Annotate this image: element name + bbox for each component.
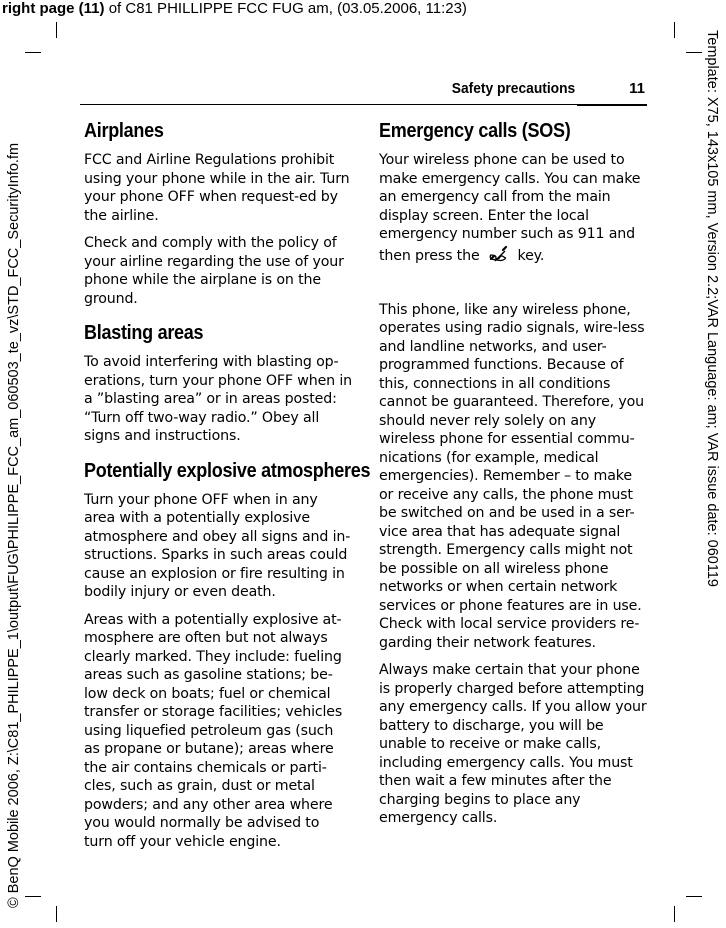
crop-mark-tr-v (674, 22, 675, 38)
explosive-paragraph-2: Areas with a potentially explosive at-mosphere are often but not always clearly marked. They include: fueling areas such as gasoline stations; be-low deck on boats; fuel or chemical transfer or storage facilities; vehicles using liquefied petroleum gas (such as propane or butane); areas where the air contains chemicals or parti-cles, such as grain, dust or metal powders; and any other area where you would normally be advised to turn off your vehicle engine. (84, 611, 343, 850)
blasting-heading: Blasting areas (84, 322, 204, 344)
phone-handset-icon (484, 244, 514, 266)
emergency-heading: Emergency calls (SOS) (379, 120, 571, 142)
section-title: Safety precautions (451, 80, 575, 97)
airplanes-paragraph-1: FCC and Airline Regulations prohibit using your phone while in the air. Turn your phone OFF when request-ed by the airline. (84, 152, 350, 224)
blasting-paragraph-1: To avoid interfering with blasting op-erations, turn your phone OFF when in a ”blasting area” or in areas posted: “Turn off two-way radio.” Obey all signs and instructions. (84, 354, 353, 444)
emergency-paragraph-2: This phone, like any wireless phone, operates using radio signals, wire-less and landline networks, and user-programmed functions. Because of this, connections in all conditions cannot be guaranteed. Therefore, you should never rely solely on any wireless phone for essential commu-nications (for example, medical emergencies). Remember – to make or receive any calls, the phone must be switched on and be used in a ser-vice area that has adequate signal strength. Emergency calls might not be possible on all wireless phone networks or when certain network services or phone features are in use. Check with local service providers re-garding their network features. (379, 301, 645, 651)
page-number: 11 (629, 80, 645, 97)
crop-mark-tl-v (56, 22, 57, 38)
crop-mark-tr-h (686, 52, 702, 53)
page-header (80, 74, 647, 105)
spacer (379, 275, 647, 285)
explosive-heading: Potentially explosive atmospheres (84, 459, 371, 482)
emergency-paragraph-1 (379, 151, 647, 266)
page-number-rule (577, 104, 647, 106)
explosive-paragraph-1: Turn your phone OFF when in any area with a potentially explosive atmosphere and obey all signs and in-structions. Sparks in such areas could cause an explosion or fire resulting in bodily injury or even death. (84, 491, 351, 600)
crop-mark-br-v (674, 906, 675, 922)
running-head (2, 0, 467, 17)
emergency-paragraph-3: Always make certain that your phone is properly charged before attempting any emergency calls. If you allow your battery to discharge, you will be unable to receive or make calls, including emergency calls. You must then wait a few minutes after the charging begins to place any emergency calls. (379, 662, 647, 826)
left-column (84, 120, 371, 860)
side-copyright: © BenQ Mobile 2006, Z:\C81_PHILIPPE_1\output\FUG\PHILIPPE_FCC_am_060503_te_vz\STD_FCC_SecurityInfo.fm (6, 142, 22, 908)
running-head-rest: of C81 PHILLIPPE FCC FUG am, (03.05.2006, 11:23) (104, 0, 467, 17)
crop-mark-bl-v (56, 906, 57, 922)
emergency-paragraph-1-key: key. (517, 247, 545, 264)
crop-mark-tl-h (25, 52, 41, 53)
side-template-info: Template: X75, 143x105 mm, Version 2.2;VAR Language: am; VAR issue date: 060119 (704, 30, 720, 587)
right-column (379, 120, 647, 837)
crop-mark-br-h (686, 896, 702, 897)
emergency-paragraph-1-text: Your wireless phone can be used to make emergency calls. You can make an emergency call from the main display screen. Enter the local emergency number such as 911 and then press the (379, 152, 641, 264)
airplanes-heading: Airplanes (84, 120, 164, 142)
crop-mark-bl-h (25, 896, 41, 897)
running-head-bold: right page (11) (2, 0, 105, 17)
airplanes-paragraph-2: Check and comply with the policy of your airline regarding the use of your phone while the airplane is on the ground. (84, 235, 344, 307)
